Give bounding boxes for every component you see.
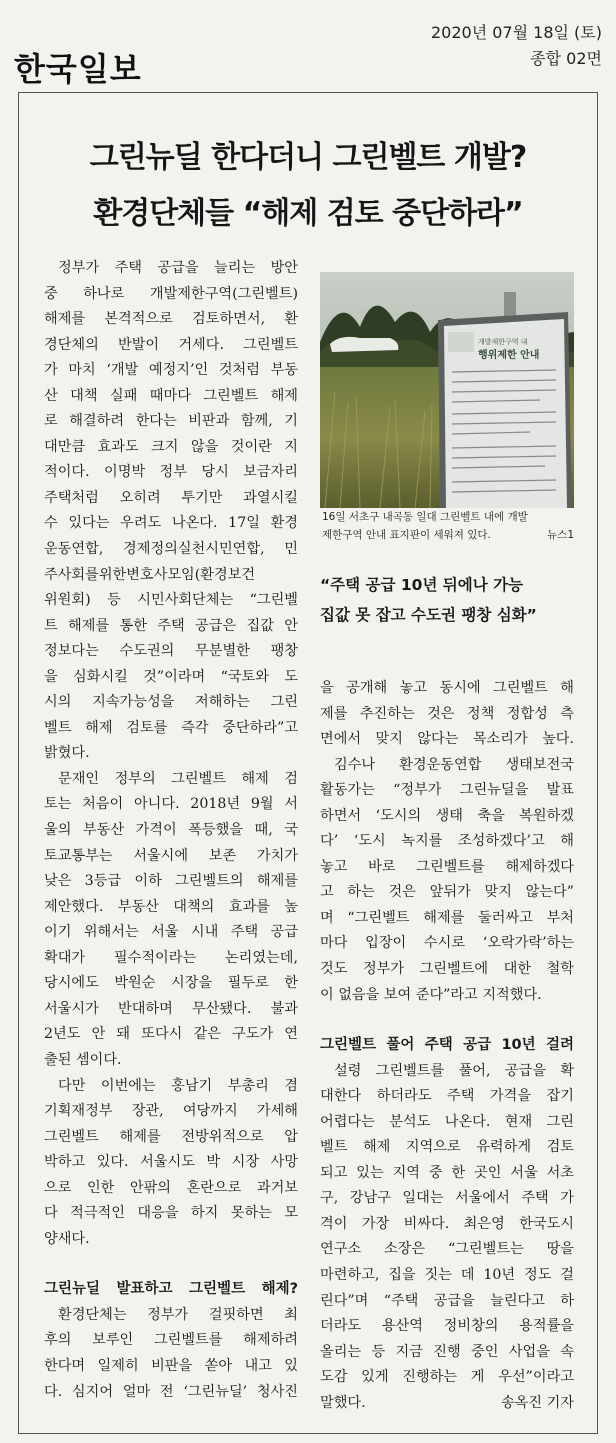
- body-text-line: 며 “그린벨트 해제를 둘러싸고 부처: [320, 909, 574, 926]
- body-text-line: 박하고 있다. 서울시도 박 시장 사망: [44, 1154, 298, 1171]
- body-text-line: 확대가 필수적이라는 논리였는데,: [44, 949, 298, 966]
- sign-title: 개발제한구역 내: [478, 338, 528, 346]
- body-text-line: 더라도 용산역 정비창의 용적률을: [320, 1318, 574, 1335]
- body-text-line: 올리는 등 지금 진행 중인 사업을 속: [320, 1343, 574, 1360]
- body-text-line: 대한다 하더라도 주택 가격을 잡기: [320, 1088, 574, 1105]
- greenbelt-sign-photo: [320, 272, 574, 508]
- body-text-line: 것도 정부가 그린벨트에 대한 철학: [320, 961, 574, 978]
- body-text-line: 을 심화시킬 것”이라며 “국토와 도: [44, 668, 298, 685]
- body-text-line: 시의 지속가능성을 저해하는 그린: [44, 694, 298, 711]
- body-text-line: 2년도 안 돼 또다시 같은 구도가 연: [44, 1026, 298, 1043]
- body-text-line: 주사회를위한변호사모임(환경보건: [44, 566, 256, 583]
- body-text-line: 되고 있는 지역 중 한 곳인 서울 서초: [320, 1164, 574, 1181]
- body-text-line: 다 적극적인 대응을 하지 못하는 모: [44, 1205, 298, 1222]
- body-text-line: 면에서 맞지 않다는 목소리가 높다.: [320, 731, 574, 748]
- body-text-line: 밝혔다.: [44, 745, 90, 762]
- headline-line1: 그린뉴딜 한다더니 그린벨트 개발?: [89, 140, 527, 175]
- left-column: [44, 256, 298, 1405]
- edition-date: 2020년 07월 18일 (토): [430, 23, 602, 42]
- body-text-line: 제를 추진하는 것은 정책 정합성 측: [320, 705, 574, 722]
- body-text-line: 토는 처음이 아니다. 2018년 9월 서: [44, 796, 298, 813]
- body-text-line: 고 하는 것은 앞뒤가 맞지 않는다”: [320, 884, 574, 901]
- body-text-line: 문재인 정부의 그린벨트 해제 검: [58, 770, 298, 787]
- section-subhead: 그린뉴딜 발표하고 그린벨트 해제?: [44, 1281, 298, 1298]
- body-text-line: 놓고 바로 그린벨트를 해제하겠다: [320, 858, 574, 875]
- body-text-line: 로 해결하려 한다는 비판과 함께, 기: [44, 413, 298, 430]
- body-text-line: 마련하고, 집을 짓는 데 10년 정도 걸: [320, 1267, 574, 1284]
- body-text-line: 울의 부동산 가격이 폭등했을 때, 국: [44, 822, 298, 839]
- photo-caption: [322, 508, 574, 544]
- body-text-line: 도감 있게 진행하는 게 우선”이라고: [320, 1369, 574, 1386]
- body-text-line: 트 해제를 통한 주택 공급은 집값 안: [44, 617, 298, 634]
- edition-section: 종합 02면: [530, 49, 602, 68]
- body-text-line: 양새다.: [44, 1230, 90, 1247]
- newspaper-masthead: 한국일보: [14, 50, 142, 88]
- body-text-line: 토교통부는 서울시에 보존 가치가: [44, 847, 298, 864]
- sign-subtitle: 행위제한 안내: [478, 350, 540, 361]
- body-text-line: 어렵다는 분석도 나온다. 현재 그린: [320, 1113, 574, 1130]
- body-text-line: 위원회) 등 시민사회단체는 “그린벨: [44, 592, 298, 609]
- subheadline-line2: 집값 못 잡고 수도권 팽창 심화”: [320, 606, 537, 624]
- body-text-line: 벨트 해제 지역으로 유력하게 검토: [320, 1139, 574, 1156]
- body-text-line: 후의 보루인 그린벨트를 해제하려: [44, 1332, 298, 1349]
- body-text-line: 김수나 환경운동연합 생태보전국: [334, 756, 574, 773]
- body-text-line: 서울시가 반대하며 무산됐다. 불과: [44, 1000, 298, 1017]
- body-text-line: 마다 입장이 수시로 ‘오락가락’하는: [320, 935, 574, 952]
- body-text-line: 적이다. 이명박 정부 당시 보금자리: [44, 464, 298, 481]
- body-text-line: 다만 이번에는 홍남기 부총리 겸: [58, 1077, 298, 1094]
- byline: 송옥진 기자: [500, 1394, 574, 1411]
- edition-info: [431, 20, 602, 72]
- body-text-line: 구, 강남구 일대는 서울에서 주택 가: [320, 1190, 574, 1207]
- body-text-line: 말했다.: [320, 1394, 366, 1411]
- section-subhead: 그린벨트 풀어 주택 공급 10년 걸려: [320, 1037, 574, 1054]
- body-text-line: 운동연합, 경제정의실천시민연합, 민: [44, 541, 298, 558]
- body-text-line: 벨트 해제 검토를 즉각 중단하라”고: [44, 719, 298, 736]
- subheadline: [320, 570, 574, 630]
- body-text-line: 제안했다. 부동산 대책의 효과를 높: [44, 898, 298, 915]
- body-text-line: 활동가는 “정부가 그린뉴딜을 발표: [320, 782, 574, 799]
- body-text-line: 연구소 소장은 “그린벨트는 땅을: [320, 1241, 574, 1258]
- body-text-line: 환경단체는 정부가 걸핏하면 최: [58, 1306, 298, 1323]
- body-text-line: 기획재정부 장관, 여당까지 가세해: [44, 1103, 298, 1120]
- headline-line2: 환경단체들 “해제 검토 중단하라”: [93, 196, 523, 231]
- body-text-line: 가 마치 ‘개발 예정지’인 것처럼 부동: [44, 362, 298, 379]
- body-text-line: 정보다는 수도권의 무분별한 팽창: [44, 643, 298, 660]
- body-text-line: 을 공개해 놓고 동시에 그린벨트 해: [320, 680, 574, 696]
- body-text-line: 산 대책 실패 때마다 그린벨트 해제: [44, 387, 298, 404]
- body-text-line: 정부가 주택 공급을 늘리는 방안: [58, 260, 298, 276]
- body-text-line: 이 없음을 보여 준다”라고 지적했다.: [320, 986, 542, 1003]
- body-text-line: 한다며 일제히 비판을 쏟아 내고 있: [44, 1357, 298, 1374]
- body-text-line: 주택처럼 오히려 투기만 과열시킬: [44, 489, 298, 506]
- body-text-line: 격이 가장 비싸다. 최은영 한국도시: [320, 1215, 574, 1232]
- body-text-line: 경단체의 반발이 거세다. 그린벨트: [44, 336, 298, 353]
- body-text-line: 린다”며 “주택 공급을 늘린다고 하: [320, 1292, 574, 1309]
- right-column: [320, 676, 574, 1416]
- body-text-line: 하면서 ‘도시의 생태 축을 복원하겠: [320, 807, 574, 824]
- caption-line1: 16일 서초구 내곡동 일대 그린벨트 내에 개발: [322, 511, 528, 523]
- subheadline-line1: “주택 공급 10년 뒤에나 가능: [320, 576, 524, 594]
- caption-text: 제한구역 안내 표지판이 세워져 있다.: [322, 529, 491, 541]
- body-text-line: 으로 인한 안팎의 혼란으로 과거보: [44, 1179, 298, 1196]
- body-text-line: 설령 그린벨트를 풀어, 공급을 확: [334, 1062, 574, 1079]
- body-text-line: 다’ ‘도시 녹지를 조성하겠다’고 해: [320, 833, 574, 850]
- caption-line2: [322, 526, 574, 544]
- body-text-line: 다. 심지어 얼마 전 ‘그린뉴딜’ 청사진: [44, 1383, 298, 1400]
- body-text-line: 수 있다는 우려도 나온다. 17일 환경: [44, 515, 298, 532]
- body-text-line: 출된 셈이다.: [44, 1051, 122, 1068]
- body-text-line: 해제를 본격적으로 검토하면서, 환: [44, 311, 298, 328]
- body-text-line: 그린벨트 해제를 전방위적으로 압: [44, 1128, 298, 1145]
- body-text-line: 이기 위해서는 서울 시내 주택 공급: [44, 924, 298, 941]
- body-text-line: 대만큼 효과도 크지 않을 것이란 지: [44, 438, 298, 455]
- photo-illustration: [320, 272, 574, 508]
- body-text-line: 낮은 3등급 이하 그린벨트의 해제를: [44, 873, 298, 890]
- body-text-line: 중 하나로 개발제한구역(그린벨트): [44, 285, 298, 302]
- photo-credit: 뉴스1: [547, 529, 574, 541]
- body-text-line: 당시에도 박원순 시장을 필두로 한: [44, 975, 298, 992]
